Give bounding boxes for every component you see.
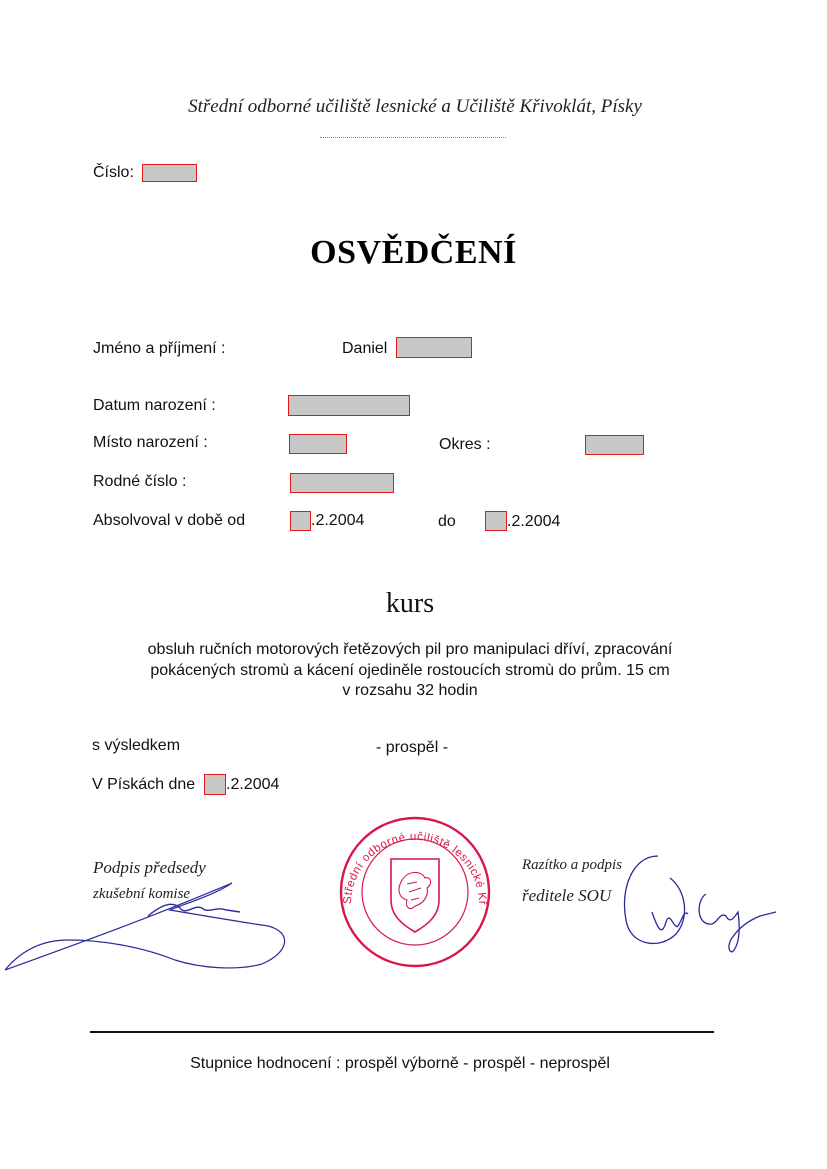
chair-signature-caption-line-2: zkušební komise	[93, 886, 191, 902]
redacted-issue-day	[204, 774, 226, 795]
result-label: s výsledkem	[92, 737, 181, 754]
to-date-value: .2.2004	[507, 513, 561, 530]
name-label: Jméno a příjmení :	[93, 340, 226, 357]
director-signature	[600, 850, 790, 960]
completed-period-label: Absolvoval v době od	[93, 512, 246, 529]
school-name-header: Střední odborné učiliště lesnické a Učiliště Křivoklát, Písky	[188, 96, 642, 117]
chair-signature	[0, 860, 300, 980]
first-name-value: Daniel	[342, 340, 388, 357]
issue-date-value: .2.2004	[226, 776, 280, 793]
director-signature-caption-line-2: ředitele SOU	[522, 886, 612, 905]
birth-place-label: Místo narození :	[93, 434, 208, 451]
redacted-certificate-number	[142, 164, 197, 182]
redacted-birth-place	[289, 434, 347, 454]
redacted-to-day	[485, 511, 507, 531]
header-divider	[320, 137, 506, 138]
course-description-line-3: v rozsahu 32 hodin	[342, 682, 478, 699]
to-label: do	[438, 513, 456, 530]
birth-date-label: Datum narození :	[93, 397, 216, 414]
place-date-label: V Pískách dne	[92, 776, 196, 793]
certificate-number-label: Číslo:	[93, 164, 134, 181]
footer-divider	[90, 1031, 714, 1033]
course-description-line-1: obsluh ručních motorových řetězových pil pro manipulaci dříví, zpracování	[147, 641, 673, 658]
redacted-birth-number	[290, 473, 394, 493]
chair-signature-caption-line-1: Podpis předsedy	[93, 858, 206, 877]
redacted-district	[585, 435, 644, 455]
birth-number-label: Rodné číslo :	[93, 473, 187, 490]
school-stamp	[330, 803, 495, 972]
director-signature-caption-line-1: Razítko a podpis	[522, 857, 622, 873]
course-description-line-2: pokácených stromù a kácení ojediněle rostoucích stromù do prům. 15 cm	[150, 662, 670, 679]
redacted-surname	[396, 337, 472, 358]
document-title: OSVĚDČENÍ	[310, 234, 517, 271]
stamp-text: Střední odborné učiliště lesnické Křivoklát, Písky 181	[330, 803, 489, 906]
redacted-from-day	[290, 511, 311, 531]
course-heading: kurs	[385, 588, 435, 619]
from-date-value: .2.2004	[311, 512, 365, 529]
result-value: - prospěl -	[376, 739, 449, 756]
redacted-birth-date	[288, 395, 410, 416]
grading-scale-text: Stupnice hodnocení : prospěl výborně - prospěl - neprospěl	[190, 1055, 610, 1072]
district-label: Okres :	[439, 436, 491, 453]
